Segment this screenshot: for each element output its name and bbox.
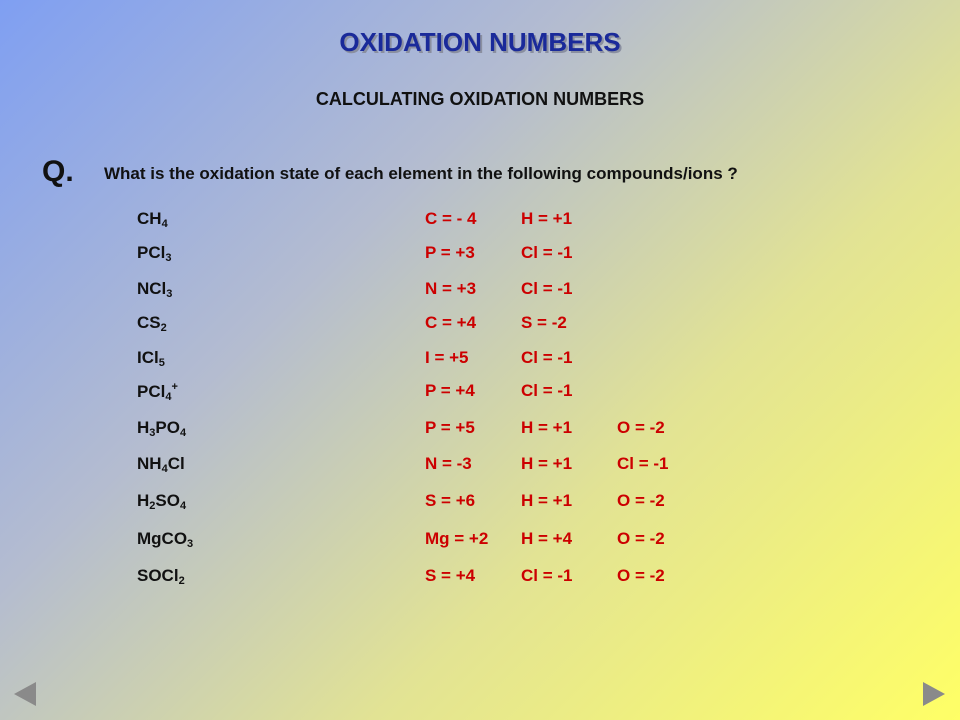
oxidation-answer: Mg = +2 bbox=[425, 529, 489, 548]
formula-text: PCl bbox=[137, 243, 166, 262]
compound-row bbox=[0, 348, 960, 378]
formula-subscript: 4 bbox=[161, 218, 168, 230]
formula-subscript: 2 bbox=[160, 322, 167, 334]
compound-row bbox=[0, 243, 960, 273]
compound-formula bbox=[137, 418, 186, 439]
oxidation-answer: P = +4 bbox=[425, 381, 475, 400]
formula-subscript: 2 bbox=[149, 500, 156, 512]
compound-formula bbox=[137, 348, 165, 369]
page-title: OXIDATION NUMBERS bbox=[339, 27, 621, 57]
oxidation-answer: Cl = -1 bbox=[521, 566, 573, 585]
triangle-left-icon[interactable] bbox=[14, 682, 36, 706]
formula-text: H bbox=[137, 418, 150, 437]
formula-text: SOCl bbox=[137, 566, 179, 585]
formula-subscript: 5 bbox=[158, 357, 165, 369]
oxidation-answer: Cl = -1 bbox=[521, 348, 573, 367]
page-subtitle: CALCULATING OXIDATION NUMBERS bbox=[315, 89, 645, 109]
oxidation-answer: P = +3 bbox=[425, 243, 475, 262]
formula-text: PCl bbox=[137, 382, 166, 401]
formula-text: ICl bbox=[137, 348, 159, 367]
compound-row bbox=[0, 209, 960, 239]
formula-subscript: 4 bbox=[179, 500, 187, 512]
oxidation-answer: H = +4 bbox=[521, 529, 573, 548]
compound-row bbox=[0, 491, 960, 521]
formula-text: SO bbox=[155, 491, 180, 510]
formula-subscript: 4 bbox=[179, 427, 187, 439]
compound-row bbox=[0, 313, 960, 343]
compound-formula bbox=[137, 491, 186, 512]
oxidation-answer: H = +1 bbox=[521, 454, 573, 473]
compound-formula bbox=[137, 243, 171, 264]
compound-formula bbox=[137, 209, 168, 230]
compound-formula bbox=[137, 454, 185, 475]
oxidation-answer: H = +1 bbox=[521, 209, 573, 228]
compound-formula bbox=[137, 529, 193, 550]
formula-text: CH bbox=[137, 209, 162, 228]
compound-formula bbox=[137, 381, 178, 403]
formula-subscript: 3 bbox=[165, 252, 172, 264]
oxidation-answer: P = +5 bbox=[425, 418, 475, 437]
formula-subscript: 4 bbox=[165, 391, 172, 403]
compound-row bbox=[0, 566, 960, 596]
formula-subscript: 3 bbox=[166, 288, 173, 300]
oxidation-answer: S = +6 bbox=[425, 491, 476, 510]
formula-subscript: 2 bbox=[178, 575, 185, 587]
oxidation-answer: Cl = -1 bbox=[521, 381, 573, 400]
question-label: Q. bbox=[42, 155, 74, 188]
compound-row bbox=[0, 529, 960, 559]
formula-subscript: 3 bbox=[187, 538, 194, 550]
formula-text: CS bbox=[137, 313, 161, 332]
oxidation-answer: O = -2 bbox=[617, 491, 665, 510]
compound-row bbox=[0, 454, 960, 484]
formula-text: MgCO bbox=[137, 529, 188, 548]
compound-formula bbox=[137, 279, 172, 300]
compound-row bbox=[0, 279, 960, 309]
formula-supscript: + bbox=[171, 381, 178, 393]
oxidation-answer: O = -2 bbox=[617, 529, 665, 548]
formula-text: Cl bbox=[167, 454, 185, 473]
compound-row bbox=[0, 418, 960, 448]
oxidation-answer: N = +3 bbox=[425, 279, 477, 298]
formula-text: H bbox=[137, 491, 150, 510]
triangle-right-icon[interactable] bbox=[923, 682, 945, 706]
compound-row bbox=[0, 381, 960, 411]
formula-subscript: 4 bbox=[161, 463, 168, 475]
compound-formula bbox=[137, 313, 167, 334]
oxidation-answer: S = -2 bbox=[521, 313, 567, 332]
oxidation-answer: Cl = -1 bbox=[521, 279, 573, 298]
oxidation-answer: I = +5 bbox=[425, 348, 469, 367]
oxidation-answer: O = -2 bbox=[617, 418, 665, 437]
oxidation-answer: H = +1 bbox=[521, 491, 573, 510]
oxidation-answer: N = -3 bbox=[425, 454, 472, 473]
oxidation-answer: Cl = -1 bbox=[521, 243, 573, 262]
oxidation-answer: C = +4 bbox=[425, 313, 477, 332]
oxidation-answer: Cl = -1 bbox=[617, 454, 669, 473]
question-text: What is the oxidation state of each element in the following compounds/ions ? bbox=[104, 164, 738, 183]
oxidation-answer: H = +1 bbox=[521, 418, 573, 437]
formula-text: PO bbox=[155, 418, 180, 437]
formula-text: NCl bbox=[137, 279, 167, 298]
oxidation-answer: S = +4 bbox=[425, 566, 476, 585]
oxidation-answer: C = - 4 bbox=[425, 209, 477, 228]
compound-formula bbox=[137, 566, 185, 587]
formula-text: NH bbox=[137, 454, 162, 473]
oxidation-answer: O = -2 bbox=[617, 566, 665, 585]
formula-subscript: 3 bbox=[149, 427, 156, 439]
